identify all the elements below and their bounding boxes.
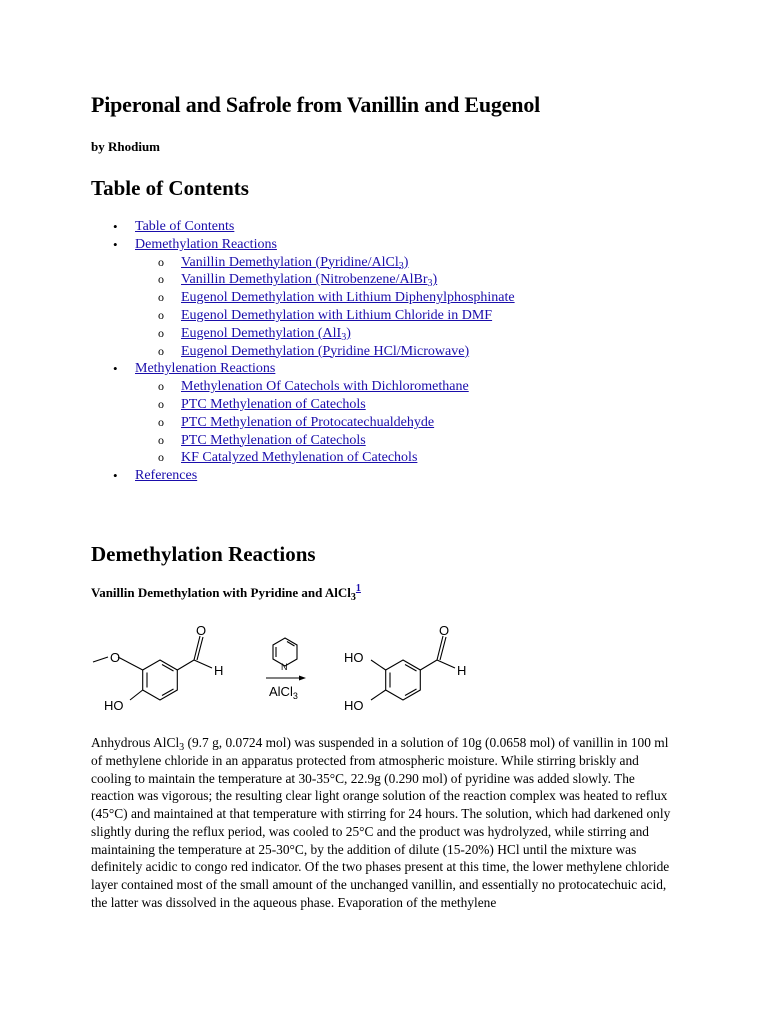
toc-link[interactable] — [135, 219, 234, 234]
toc-link[interactable] — [181, 344, 469, 359]
toc-link-label: Eugenol Demethylation with Lithium Diphenylphosphinate — [181, 290, 515, 306]
toc-link[interactable] — [181, 290, 515, 305]
toc-item — [0, 360, 515, 378]
toc-link[interactable] — [181, 433, 366, 448]
toc-link-label: Methylenation Of Catechols with Dichloromethane — [181, 379, 469, 395]
toc-link[interactable] — [135, 237, 277, 252]
toc-link[interactable] — [181, 308, 492, 323]
toc-link-label: Demethylation Reactions — [135, 236, 277, 252]
section-heading-demethylation: Demethylation Reactions — [91, 542, 316, 566]
vanillin-aldehyde-h: H — [214, 663, 224, 678]
toc-link-label: References — [135, 468, 198, 484]
toc-link[interactable] — [181, 272, 438, 290]
subsection-heading — [91, 585, 361, 601]
toc-item — [0, 378, 515, 396]
reagent-alcl3 — [269, 684, 298, 701]
toc-item — [0, 218, 515, 236]
reaction-scheme — [88, 618, 488, 718]
toc-item — [0, 289, 515, 307]
footnote-link[interactable]: 1 — [355, 583, 361, 594]
vanillin-structure — [93, 636, 212, 700]
toc-heading: Table of Contents — [91, 176, 249, 200]
toc-item — [0, 236, 515, 254]
toc-link-sub: 3 — [427, 278, 433, 290]
toc-item — [0, 254, 515, 272]
toc-link-label: PTC Methylenation of Protocatechualdehyde — [181, 414, 435, 430]
product-hydroxy-bottom: HO — [344, 698, 364, 713]
toc-list — [0, 218, 515, 485]
vanillin-carbonyl-o: O — [196, 623, 207, 638]
byline: by Rhodium — [91, 139, 160, 154]
toc-link-tail: ) — [403, 254, 409, 270]
toc-item — [0, 396, 515, 414]
toc-link[interactable] — [181, 255, 408, 270]
toc-item — [0, 449, 515, 467]
toc-item — [0, 432, 515, 450]
vanillin-hydroxy: HO — [104, 698, 124, 713]
toc-link-label: PTC Methylenation of Catechols — [181, 432, 366, 448]
toc-link-sub: 3 — [398, 260, 404, 272]
toc-link-label: Eugenol Demethylation (Pyridine HCl/Microwave) — [181, 343, 470, 359]
reagent-alcl: AlCl — [269, 684, 293, 699]
toc-link-label: Methylenation Reactions — [135, 361, 276, 377]
toc-link-label: PTC Methylenation of Catechols — [181, 396, 366, 412]
toc-link[interactable] — [135, 361, 275, 376]
toc-item — [0, 271, 515, 289]
toc-item — [0, 325, 515, 343]
toc-item — [0, 467, 515, 485]
toc-item — [0, 414, 515, 432]
toc-link[interactable] — [181, 450, 417, 465]
toc-link-label: Eugenol Demethylation (AlI — [181, 325, 342, 341]
toc-item — [0, 307, 515, 325]
toc-link-sub: 3 — [341, 331, 347, 343]
toc-link-label: Eugenol Demethylation with Lithium Chloride in DMF — [181, 307, 493, 323]
reaction-arrow — [266, 676, 306, 681]
page-title: Piperonal and Safrole from Vanillin and Eugenol — [91, 92, 541, 117]
toc-link-tail: ) — [346, 325, 351, 341]
toc-link[interactable] — [181, 397, 366, 412]
toc-link-label: Vanillin Demethylation (Nitrobenzene/AlBr — [181, 272, 428, 288]
toc-link-label: Table of Contents — [135, 219, 235, 234]
pyridine-n: N — [281, 662, 288, 672]
toc-item — [0, 343, 515, 361]
toc-link[interactable] — [181, 326, 351, 341]
toc-link-tail: ) — [432, 272, 438, 288]
protocatechualdehyde-structure — [371, 636, 455, 700]
procedure-sub: 3 — [179, 742, 185, 753]
toc-link[interactable] — [181, 379, 469, 394]
product-hydroxy-top: HO — [344, 650, 364, 665]
procedure-text-b: (9.7 g, 0.0724 mol) was suspended in a solution of 10g (0.0658 mol) of vanillin in 100 ml of methylene chloride in an apparatus protected from atmospheric moisture. While stirring briskly and cooling to maintain the temperature at 30-35°C, 22.9g (0.290 mol) of pyridine was added slowly. The reaction was vigorous; the resulting clear light orange solution of the reaction complex was heated to reflux (45°C) and maintained at that temperature with stirring for 24 hours. The solution, which had darkened only slightly during the reflux period, was cooled to 25°C and the product was hydrolyzed, while stirring and maintaining the temperature at 25-30°C, by the addition of dilute (15-20%) HCl until the mixture was definitely acidic to congo red indicator. Of the two phases present at this time, the lower methylene chloride layer contained most of the small amount of the unchanged vanillin, and essentially no protocatechuic acid, the latter was dissolved in the aqueous phase. Evaporation of the methylene — [91, 735, 671, 910]
product-aldehyde-h: H — [457, 663, 467, 678]
table-of-contents — [0, 218, 515, 485]
toc-link-label: Vanillin Demethylation (Pyridine/AlCl — [181, 254, 399, 270]
product-carbonyl-o: O — [439, 623, 450, 638]
subsection-text: Vanillin Demethylation with Pyridine and AlCl — [91, 585, 351, 600]
toc-link[interactable] — [135, 468, 197, 483]
toc-link[interactable] — [181, 415, 434, 430]
toc-link-label: KF Catalyzed Methylenation of Catechols — [181, 450, 418, 466]
vanillin-methoxy-o: O — [110, 650, 121, 665]
reagent-sub: 3 — [292, 691, 298, 701]
procedure-paragraph — [91, 734, 681, 912]
procedure-text-a: Anhydrous AlCl — [91, 735, 180, 750]
subsection-sub: 3 — [350, 592, 356, 603]
